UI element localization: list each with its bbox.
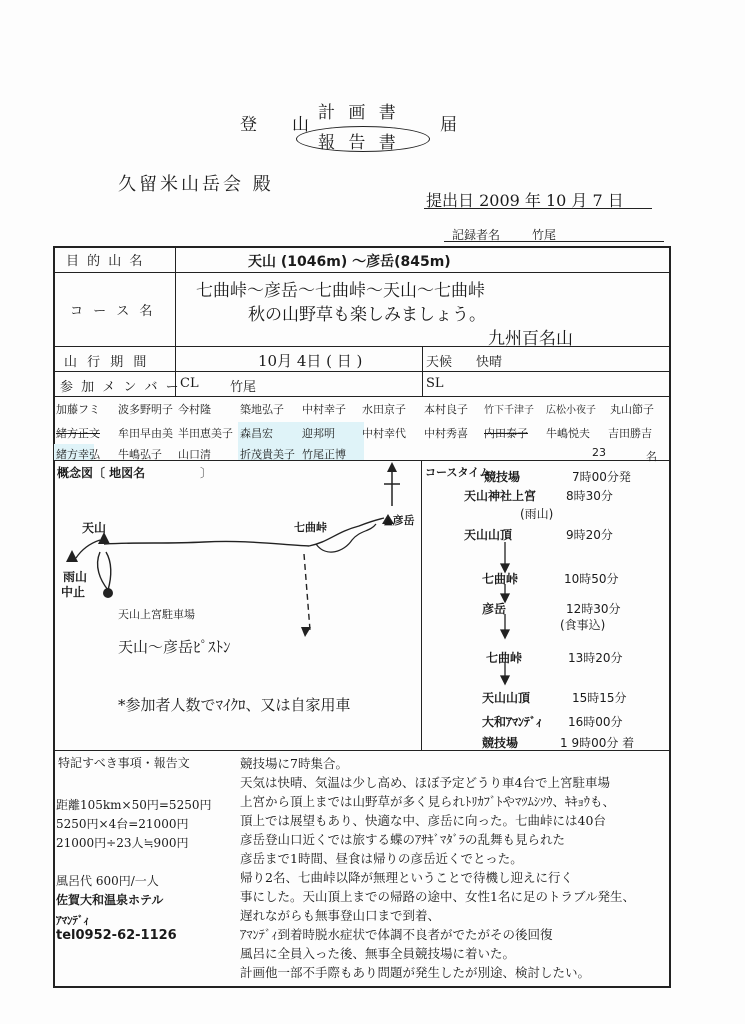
member: 竹下千津子 — [484, 405, 534, 416]
hotel-name-2: ｱﾏﾝﾃﾞｨ — [56, 914, 89, 927]
member-count-unit: 名 — [646, 450, 657, 463]
notes-label: 特記すべき事項・報告文 — [58, 756, 190, 770]
member: 今村隆 — [178, 403, 211, 416]
timeline-place: 大和ｱﾏﾝﾃﾞｨ — [482, 715, 543, 729]
timeline-place: 彦岳 — [482, 602, 507, 616]
timeline-place: 七曲峠 — [482, 572, 519, 586]
timeline-time: 13時20分 — [568, 651, 623, 665]
title-char-yama: 山 — [292, 115, 309, 135]
timeline-time: 9時20分 — [566, 528, 613, 542]
label-column-rule — [175, 246, 176, 396]
report-line: 遅れながらも無事登山口まで到着、 — [240, 908, 441, 923]
map-hikodake: ▲彦岳 — [384, 514, 415, 527]
timeline-place: 七曲峠 — [486, 651, 523, 665]
report-line: ｱﾏﾝﾃﾞｨ到着時脱水症状で体調不良者がでたがその後回復 — [240, 927, 553, 942]
cost-line: 風呂代 600円/一人 — [56, 874, 159, 888]
weather-column-rule — [422, 346, 423, 396]
member: 折茂貴美子 — [240, 448, 295, 461]
timeline-place: 競技場 — [482, 736, 519, 750]
timeline-place: 天山山頂 — [464, 528, 513, 542]
period-label: 山 行 期 間 — [64, 355, 150, 370]
recorder-label: 記録者名 — [452, 228, 501, 242]
timeline-time: (食事込) — [560, 618, 606, 632]
timeline-time: 10時50分 — [564, 572, 619, 586]
map-parking: 天山上宮駐車場 — [118, 608, 195, 621]
timeline-arrows — [495, 500, 515, 700]
title-char-to: 登 — [240, 115, 257, 135]
map-amayama: 雨山 — [63, 570, 88, 584]
timeline-time: 16時00分 — [568, 715, 623, 729]
trail-line — [104, 541, 309, 546]
member: 築地弘子 — [240, 403, 284, 416]
report-line: 頂上では展望もあり、快適な中、彦岳に向った。七曲峠には40台 — [240, 813, 606, 828]
sl-label: SL — [426, 376, 444, 391]
report-line: 帰り2名、七曲峠以降が無理ということで待機し迎えに行く — [240, 870, 573, 885]
member-cancelled: 緒方正文 — [56, 427, 100, 440]
weather-value: 快晴 — [476, 355, 503, 370]
member: 半田恵美子 — [178, 427, 233, 440]
map-piston: 天山～彦岳ﾋﾟｽﾄﾝ — [118, 638, 231, 656]
member: 竹尾正博 — [302, 448, 346, 461]
report-line: 上宮から頂上までは山野草が多く見られﾄﾘｶﾌﾞﾄやﾏﾂﾑｼｿｳ、ｷｷｮｳも、 — [240, 794, 616, 809]
report-line: 事にした。天山頂上までの帰路の途中、女性1名に足のトラブル発生、 — [240, 889, 635, 904]
member: 牟田早由美 — [118, 427, 173, 440]
title-houkoku: 報 告 書 — [318, 133, 400, 153]
timeline-time: 1 9時00分 着 — [560, 736, 635, 750]
member: 中村幸子 — [302, 403, 346, 416]
rule-after-course — [53, 346, 669, 347]
timeline-time: 8時30分 — [566, 489, 613, 503]
course-label: コ ー ス 名 — [70, 304, 156, 319]
cl-value: 竹尾 — [230, 380, 257, 395]
member: 広松小夜子 — [546, 405, 596, 416]
member: 加藤フミ — [56, 403, 100, 416]
timeline-time: (雨山) — [520, 507, 554, 521]
member: 森昌宏 — [240, 427, 273, 440]
north-arrow-icon — [384, 462, 400, 506]
map-bracket-close: 〕 — [200, 466, 213, 480]
title-keikaku: 計 画 書 — [318, 103, 400, 123]
course-line1: 七曲峠～彦岳～七曲峠～天山～七曲峠 — [196, 281, 485, 301]
amayama-peak-icon — [66, 550, 78, 562]
report-line: 風呂に全員入った後、無事全員競技場に着いた。 — [240, 946, 516, 961]
period-value: 10月 4日 ( 日 ) — [258, 352, 363, 370]
mokuteki-value: 天山 (1046m) ～彦岳(845m) — [248, 254, 451, 270]
member: 中村幸代 — [362, 427, 406, 440]
mokuteki-label: 目 的 山 名 — [66, 254, 145, 269]
parking-icon — [103, 588, 113, 598]
member: 水田京子 — [362, 403, 406, 416]
weather-label: 天候 — [426, 355, 453, 370]
date-underline — [424, 208, 652, 209]
hotel-name: 佐賀大和温泉ホテル — [56, 893, 164, 907]
timeline-place: 天山神社上宮 — [464, 489, 537, 503]
map-label: 概念図〔 地図名 — [57, 466, 146, 480]
rule-after-members-header — [53, 396, 669, 397]
hotel-tel: tel0952-62-1126 — [56, 928, 177, 943]
member-cancelled: 内田泰子 — [484, 427, 528, 440]
submission-date: 提出日 2009 年 10 月 7 日 — [426, 191, 624, 210]
approach-trail — [106, 552, 111, 590]
member: 吉田勝吉 — [608, 427, 652, 440]
timeline-time: 15時15分 — [572, 691, 627, 705]
member: 迎邦明 — [302, 427, 335, 440]
course-line3: 九州百名山 — [488, 329, 573, 349]
map-chushi: 中止 — [61, 585, 86, 599]
member: 牛嶋悦夫 — [546, 427, 590, 440]
rule-after-mokuteki — [53, 272, 669, 273]
dashed-route — [304, 554, 310, 630]
title-todoke: 届 — [440, 115, 457, 135]
timeline-label: コースタイム — [425, 466, 491, 479]
map-nanamagari: 七曲峠 — [294, 521, 327, 534]
report-line: 彦岳登山口近くでは旅する蝶のｱｻｷﾞﾏﾀﾞﾗの乱舞も見られた — [240, 832, 566, 847]
report-line: 彦岳まで1時間、昼食は帰りの彦岳近くでとった。 — [240, 851, 523, 866]
member: 本村良子 — [424, 403, 468, 416]
timeline-time: 7時00分発 — [572, 470, 631, 484]
members-label: 参 加 メ ン バ ー — [60, 380, 181, 395]
recorder-underline — [444, 241, 664, 242]
member: 牛嶋弘子 — [118, 448, 162, 461]
member: 波多野明子 — [118, 403, 173, 416]
course-line2: 秋の山野草も楽しみましょう。 — [248, 305, 486, 325]
cost-line: 21000円÷23人≒900円 — [56, 836, 189, 850]
member-count: 23 — [592, 446, 606, 459]
map-note: *参加者人数でﾏｲｸﾛ、又は自家用車 — [118, 696, 351, 714]
addressee: 久留米山岳会 殿 — [118, 174, 274, 195]
member: 緒方幸弘 — [56, 448, 100, 461]
rule-after-period — [53, 371, 669, 372]
member: 山口清 — [178, 448, 211, 461]
timeline-place: 競技場 — [484, 470, 521, 484]
cost-line: 5250円×4台=21000円 — [56, 817, 189, 831]
report-line: 競技場に7時集合。 — [240, 756, 348, 771]
member: 丸山節子 — [610, 403, 654, 416]
recorder-name: 竹尾 — [532, 228, 557, 242]
timeline-column-rule — [421, 460, 422, 750]
timeline-time: 12時30分 — [566, 602, 621, 616]
cl-label: CL — [180, 376, 199, 391]
cost-line: 距離105km×50円=5250円 — [56, 798, 212, 812]
map-tenzan: 天山 — [82, 521, 107, 535]
report-line: 計画他一部不手際もあり問題が発生したが別途、検討したい。 — [240, 965, 591, 980]
member: 中村秀喜 — [424, 427, 468, 440]
timeline-place: 天山山頂 — [482, 691, 531, 705]
report-line: 天気は快晴、気温は少し高め、ほぼ予定どうり車4台で上宮駐車場 — [240, 775, 610, 790]
